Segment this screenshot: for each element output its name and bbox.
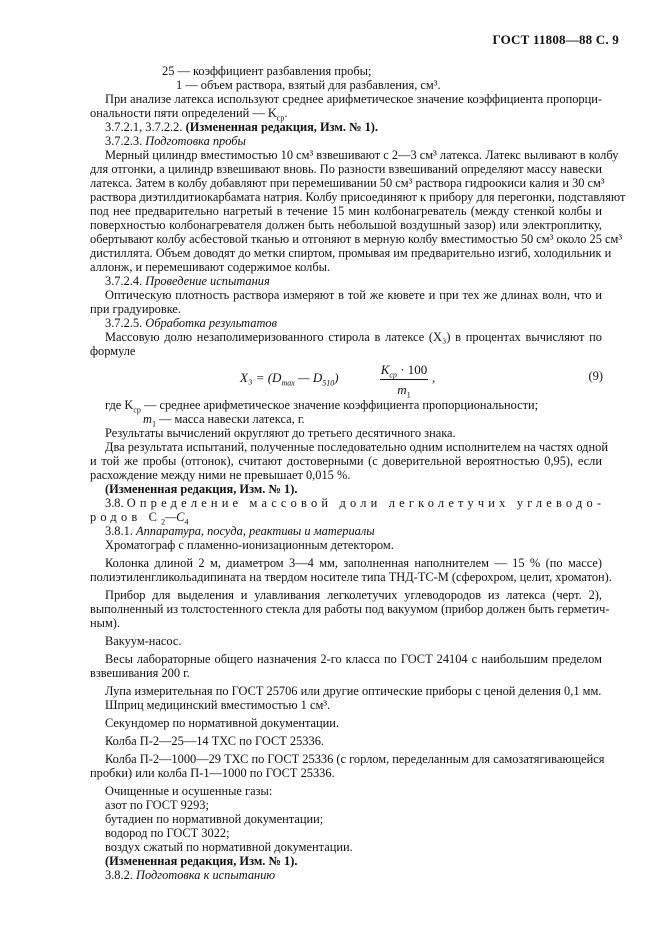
section-heading: 3.8. Определение массовой доли легколетучих углеводо- bbox=[105, 496, 606, 510]
equation-number: (9) bbox=[588, 369, 603, 383]
text-line: Два результата испытаний, полученные последовательно одним исполнителем на частях одной bbox=[105, 440, 608, 454]
text-line: азот по ГОСТ 9293; bbox=[105, 798, 209, 812]
section-heading: 3.7.2.4. Проведение испытания bbox=[105, 274, 270, 288]
text-line: бутадиен по нормативной документации; bbox=[105, 812, 324, 826]
formula-lhs: $X_3 = (D_{max}$ — $D_{510}$) bbox=[240, 370, 339, 388]
text-line: взвешивания 200 г. bbox=[90, 666, 190, 680]
text-line: 3.7.2.1, 3.7.2.2. (Измененная редакция, Изм. № 1). bbox=[105, 120, 379, 134]
text-line: воздух сжатый по нормативной документации. bbox=[105, 840, 353, 854]
text-line: (Измененная редакция, Изм. № 1). bbox=[105, 482, 298, 496]
text-line: латекса. Затем в колбу добавляют при перемешивании 50 см³ раствора гидроокиси калия и 30 см³ bbox=[90, 176, 605, 190]
section-heading: родов $C_2—C_4$ bbox=[90, 510, 189, 527]
text-line: Хроматограф с пламенно-ионизационным детектором. bbox=[105, 538, 394, 552]
text-line: поверхностью колбонагревателя должен быть небольшой воздушный зазор) или электроплитку, bbox=[90, 218, 602, 232]
text-line: (Измененная редакция, Изм. № 1). bbox=[105, 854, 298, 868]
text-line: Оптическую плотность раствора измеряют в той же кювете и при тех же длинах волн, что и bbox=[105, 288, 602, 302]
section-heading: 3.7.2.3. Подготовка пробы bbox=[105, 134, 246, 148]
text-line: ональности пяти определений — $K_{ср}$. bbox=[90, 106, 288, 123]
text-line: Секундомер по нормативной документации. bbox=[105, 716, 340, 730]
formula-fraction bbox=[380, 362, 428, 398]
text-line: расхождение между ними не превышает 0,015 %. bbox=[90, 468, 351, 482]
formula-comma: , bbox=[432, 370, 436, 385]
text-line: Колба П-2—25—14 ТХС по ГОСТ 25336. bbox=[105, 734, 324, 748]
section-heading: 3.8.1. Аппаратура, посуда, реактивы и материалы bbox=[105, 524, 375, 538]
text-line: Результаты вычислений округляют до третьего десятичного знака. bbox=[105, 426, 456, 440]
text-line: и той же пробы (отгонок), считают достоверными (с доверительной вероятностью 0,95), если bbox=[90, 454, 602, 468]
text-line: Вакуум-насос. bbox=[105, 634, 182, 648]
text-line: при градуировке. bbox=[90, 302, 182, 316]
text-line: дистиллята. Объем доводят до метки спиртом, промывая им предварительно изгиб, холодильник и bbox=[90, 246, 612, 260]
text-line: под нее предварительно нагретый в течение 15 мин колбонагреватель (между стенкой колбы и bbox=[90, 204, 602, 218]
text-line: для отгонки, а цилиндр взвешивают вновь. По разности взвешиваний определяют массу навески bbox=[90, 162, 602, 176]
text-line: выполненный из толстостенного стекла для работы под вакуумом (прибор должен быть герметич- bbox=[90, 602, 610, 616]
text-line: Весы лабораторные общего назначения 2-го класса по ГОСТ 24104 с наибольшим пределом bbox=[105, 652, 602, 666]
text-line: При анализе латекса используют среднее арифметическое значение коэффициента пропорци- bbox=[105, 92, 602, 106]
text-line: Массовую долю незаполимеризованного стирола в латексе (X₃) в процентах вычисляют по bbox=[105, 330, 602, 344]
text-line: Колба П-2—1000—29 ТХС по ГОСТ 25336 (с горлом, переделанным для самозатягивающейся bbox=[105, 752, 605, 766]
text-line: обертывают колбу асбестовой тканью и отгоняют в мерную колбу вместимостью 50 см³ около 25 см³ bbox=[90, 232, 623, 246]
page-header: ГОСТ 11808—88 С. 9 bbox=[492, 32, 619, 47]
text-line: Очищенные и осушенные газы: bbox=[105, 784, 273, 798]
section-heading: 3.8.2. Подготовка к испытанию bbox=[105, 868, 276, 882]
text-line: Лупа измерительная по ГОСТ 25706 или другие оптические приборы с ценой деления 0,1 мм. bbox=[105, 684, 602, 698]
text-line: ным). bbox=[90, 616, 121, 630]
text-line: Мерный цилиндр вместимостью 10 см³ взвешивают с 2—3 см³ латекса. Латекс выливают в колбу bbox=[105, 148, 619, 162]
text-line: $m_1$ — масса навески латекса, г. bbox=[143, 412, 305, 429]
text-line: где $K_{ср}$ — среднее арифметическое значение коэффициента пропорциональности; bbox=[105, 398, 539, 415]
text-line: раствора диэтилдитиокарбамата натрия. Колбу присоединяют к прибору для перегонки, подставляют bbox=[90, 190, 626, 204]
text-line: Прибор для выделения и улавливания легколетучих углеводородов из латекса (черт. 2), bbox=[105, 588, 602, 602]
text-line: 1 — объем раствора, взятый для разбавления, см³. bbox=[176, 78, 441, 92]
text-line: Шприц медицинский вместимостью 1 см³. bbox=[105, 698, 331, 712]
text-line: формуле bbox=[90, 344, 136, 358]
fraction-denominator: $m_1$ bbox=[397, 382, 411, 400]
fraction-numerator: $K_{ср} \cdot 100$ bbox=[380, 362, 428, 380]
section-heading: 3.7.2.5. Обработка результатов bbox=[105, 316, 277, 330]
text-line: аллонж, и перемешивают содержимое колбы. bbox=[90, 260, 331, 274]
formula-9 bbox=[240, 362, 520, 402]
text-line: водород по ГОСТ 3022; bbox=[105, 826, 230, 840]
text-line: полиэтиленгликольадипината на твердом носителе типа ТНД-ТС-М (сферохром, целит, хроматон). bbox=[90, 570, 612, 584]
text-line: Колонка длиной 2 м, диаметром 3—4 мм, заполненная наполнителем — 15 % (по массе) bbox=[105, 556, 602, 570]
text-line: 25 — коэффициент разбавления пробы; bbox=[162, 64, 372, 78]
text-line: пробки) или колба П-1—1000 по ГОСТ 25336. bbox=[90, 766, 335, 780]
